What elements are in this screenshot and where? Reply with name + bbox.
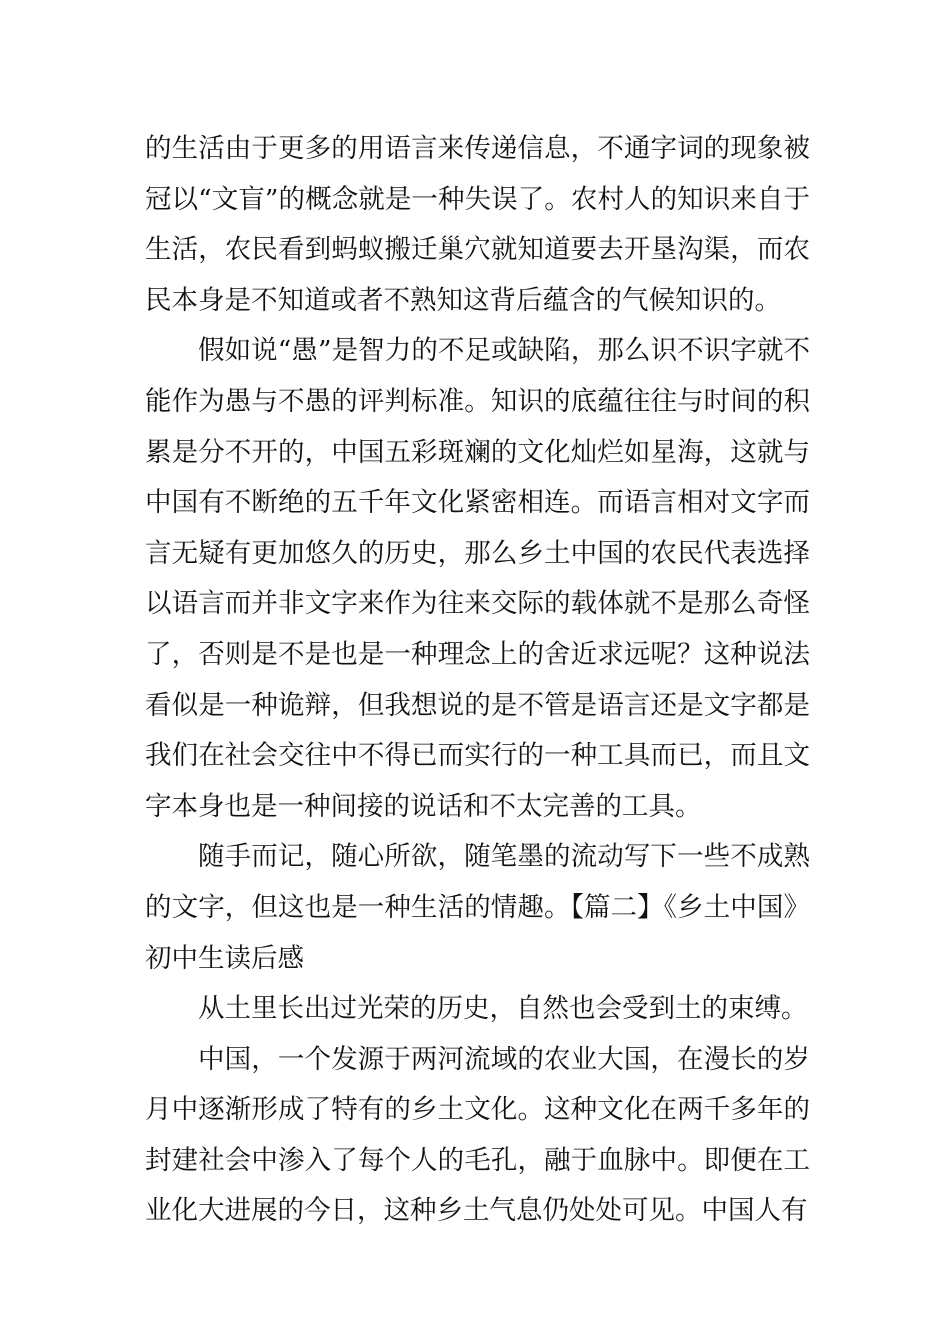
document-page [145,124,810,1237]
paragraph-5: 中国，一个发源于两河流域的农业大国，在漫长的岁月中逐渐形成了特有的乡土文化。这种文化在两千多年的封建社会中渗入了每个人的毛孔，融于血脉中。即便在工业化大进展的今日，这种乡土气息仍处处可见。中国人有 [145,1043,810,1227]
paragraph-2: 假如说“愚”是智力的不足或缺陷，那么识不识字就不能作为愚与不愚的评判标准。知识的底蕴往往与时间的积累是分不开的，中国五彩斑斓的文化灿烂如星海，这就与中国有不断绝的五千年文化紧密相连。而语言相对文字而言无疑有更加悠久的历史，那么乡土中国的农民代表选择以语言而并非文字来作为往来交际的载体就不是那么奇怪了，否则是不是也是一种理念上的舍近求远呢？这种说法看似是一种诡辩，但我想说的是不管是语言还是文字都是我们在社会交往中不得已而实行的一种工具而已，而且文字本身也是一种间接的说话和不太完善的工具。 [145,335,810,822]
paragraph-3: 随手而记，随心所欲，随笔墨的流动写下一些不成熟的文字，但这也是一种生活的情趣。【篇二】《乡土中国》初中生读后感 [145,841,810,974]
paragraph-1: 的生活由于更多的用语言来传递信息，不通字词的现象被冠以“文盲”的概念就是一种失误了。农村人的知识来自于生活，农民看到蚂蚁搬迁巢穴就知道要去开垦沟渠，而农民本身是不知道或者不熟知这背后蕴含的气候知识的。 [145,133,810,316]
paragraph-4: 从土里长出过光荣的历史，自然也会受到土的束缚。 [198,993,808,1025]
